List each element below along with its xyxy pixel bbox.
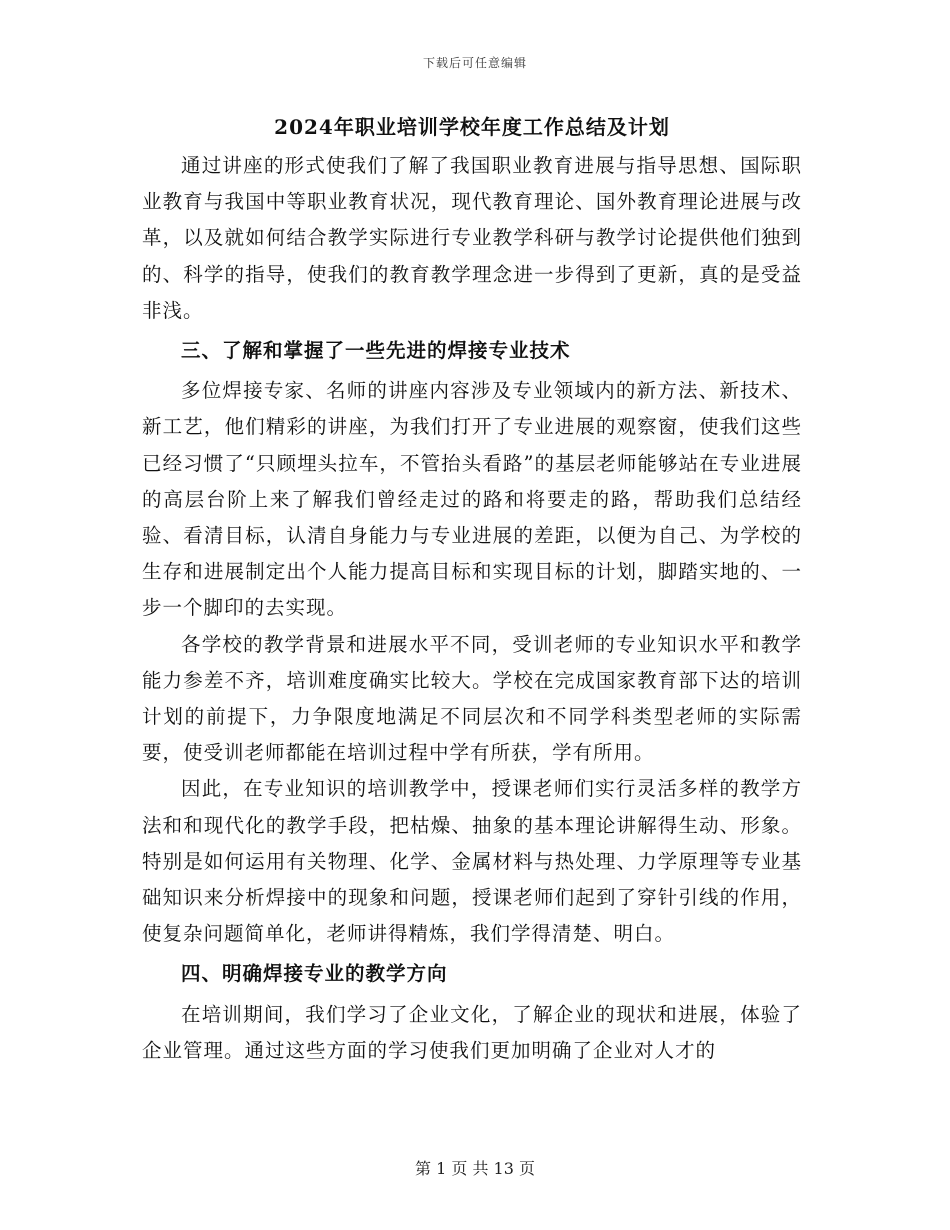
- page-number-footer: 第 1 页 共 13 页: [415, 1159, 535, 1178]
- section3-paragraph-1: 多位焊接专家、名师的讲座内容涉及专业领域内的新方法、新技术、新工艺，他们精彩的讲座，为我们打开了专业进展的观察窗，使我们这些已经习惯了“只顾埋头拉车，不管抬头看路”的基层老师能够站在专业进展的高层台阶上来了解我们曾经走过的路和将要走的路，帮助我们总结经验、看清目标，认清自身能力与专业进展的差距，以便为自己、为学校的生存和进展制定出个人能力提高目标和实现目标的计划，脚踏实地的、一步一个脚印的去实现。: [142, 379, 802, 620]
- section-heading-4: 四、明确焊接专业的教学方向: [181, 962, 448, 986]
- section4-paragraph-1: 在培训期间，我们学习了企业文化，了解企业的现状和进展，体验了企业管理。通过这些方面的学习使我们更加明确了企业对人才的: [142, 1002, 802, 1062]
- document-body: [142, 112, 802, 1069]
- section3-paragraph-2: 各学校的教学背景和进展水平不同，受训老师的专业知识水平和教学能力参差不齐，培训难度确实比较大。学校在完成国家教育部下达的培训计划的前提下，力争限度地满足不同层次和不同学科类型老师的实际需要，使受训老师都能在培训过程中学有所获，学有所用。: [142, 632, 802, 765]
- page-header-note: 下载后可任意编辑: [422, 56, 527, 70]
- document-title: 2024年职业培训学校年度工作总结及计划: [274, 115, 670, 139]
- section-heading-3: 三、了解和掌握了一些先进的焊接专业技术: [181, 339, 571, 363]
- section3-paragraph-3: 因此，在专业知识的培训教学中，授课老师们实行灵活多样的教学方法和和现代化的教学手段，把枯燥、抽象的基本理论讲解得生动、形象。特别是如何运用有关物理、化学、金属材料与热处理、力学原理等专业基础知识来分析焊接中的现象和问题，授课老师们起到了穿针引线的作用，使复杂问题简单化，老师讲得精炼，我们学得清楚、明白。: [142, 777, 802, 946]
- paragraph-intro: 通过讲座的形式使我们了解了我国职业教育进展与指导思想、国际职业教育与我国中等职业教育状况，现代教育理论、国外教育理论进展与改革，以及就如何结合教学实际进行专业教学科研与教学讨论提供他们独到的、科学的指导，使我们的教育教学理念进一步得到了更新，真的是受益非浅。: [142, 154, 802, 322]
